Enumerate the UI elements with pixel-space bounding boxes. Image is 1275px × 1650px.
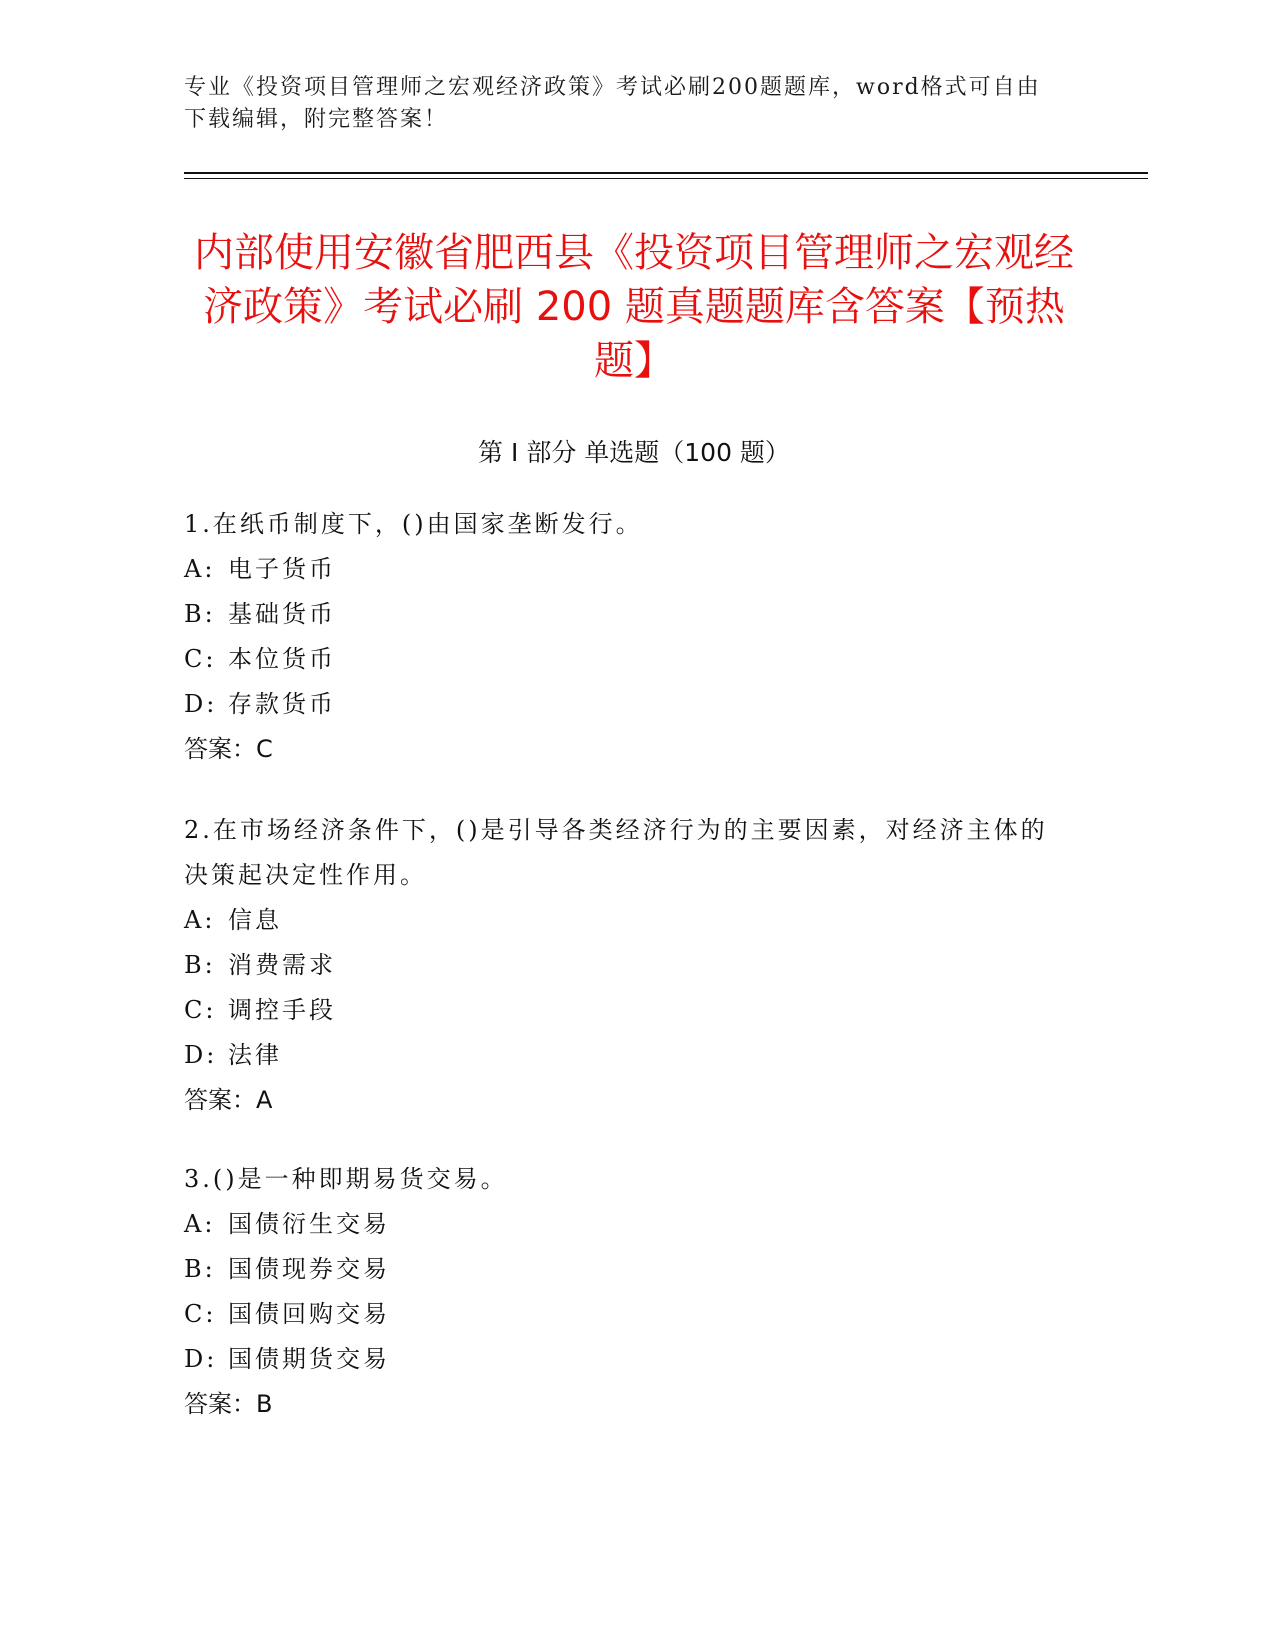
option-text: 电子货币 <box>228 555 336 583</box>
question-stem: 3.()是一种即期易货交易。 <box>184 1165 508 1193</box>
option-key: A: <box>184 1210 216 1238</box>
option-b <box>184 1247 1064 1292</box>
option-b <box>184 592 1064 637</box>
option-text: 存款货币 <box>228 690 336 718</box>
question-item <box>184 808 1064 1123</box>
option-key: B: <box>184 600 216 628</box>
option-text: 基础货币 <box>228 600 336 628</box>
option-text: 国债衍生交易 <box>228 1210 390 1238</box>
answer-line: 答案：B <box>184 1390 273 1418</box>
question-stem: 2.在市场经济条件下，()是引导各类经济行为的主要因素，对经济主体的决策起决定性作用。 <box>184 816 1048 889</box>
option-text: 国债现券交易 <box>228 1255 390 1283</box>
option-text: 消费需求 <box>228 951 336 979</box>
option-key: A: <box>184 906 216 934</box>
option-text: 信息 <box>228 906 282 934</box>
option-a <box>184 547 1064 592</box>
option-key: D: <box>184 1345 218 1373</box>
option-key: D: <box>184 690 218 718</box>
option-b <box>184 943 1064 988</box>
question-item <box>184 1157 1064 1427</box>
option-d <box>184 682 1064 727</box>
option-text: 本位货币 <box>228 645 336 673</box>
option-key: D: <box>184 1041 218 1069</box>
option-d <box>184 1337 1064 1382</box>
question-stem: 1.在纸币制度下，()由国家垄断发行。 <box>184 510 643 538</box>
document-title: 内部使用安徽省肥西县《投资项目管理师之宏观经济政策》考试必刷 200 题真题题库含答案【预热题】 <box>194 230 1074 384</box>
option-text: 法律 <box>228 1041 282 1069</box>
option-c <box>184 637 1064 682</box>
answer-line: 答案：A <box>184 1086 273 1114</box>
option-d <box>184 1033 1064 1078</box>
option-key: C: <box>184 996 217 1024</box>
header-note: 专业《投资项目管理师之宏观经济政策》考试必刷200题题库，word格式可自由下载编辑，附完整答案！ <box>184 75 1041 132</box>
question-item <box>184 502 1064 772</box>
option-a <box>184 898 1064 943</box>
option-c <box>184 988 1064 1033</box>
section-heading: 第 I 部分 单选题（100 题） <box>478 438 790 467</box>
option-key: A: <box>184 555 216 583</box>
option-key: B: <box>184 951 216 979</box>
option-c <box>184 1292 1064 1337</box>
header-divider-thick <box>184 172 1148 174</box>
option-text: 国债回购交易 <box>228 1300 390 1328</box>
option-key: C: <box>184 645 217 673</box>
option-a <box>184 1202 1064 1247</box>
option-text: 国债期货交易 <box>228 1345 390 1373</box>
header-divider-thin <box>184 178 1148 179</box>
answer-line: 答案：C <box>184 735 273 763</box>
option-key: B: <box>184 1255 216 1283</box>
option-text: 调控手段 <box>228 996 336 1024</box>
option-key: C: <box>184 1300 217 1328</box>
